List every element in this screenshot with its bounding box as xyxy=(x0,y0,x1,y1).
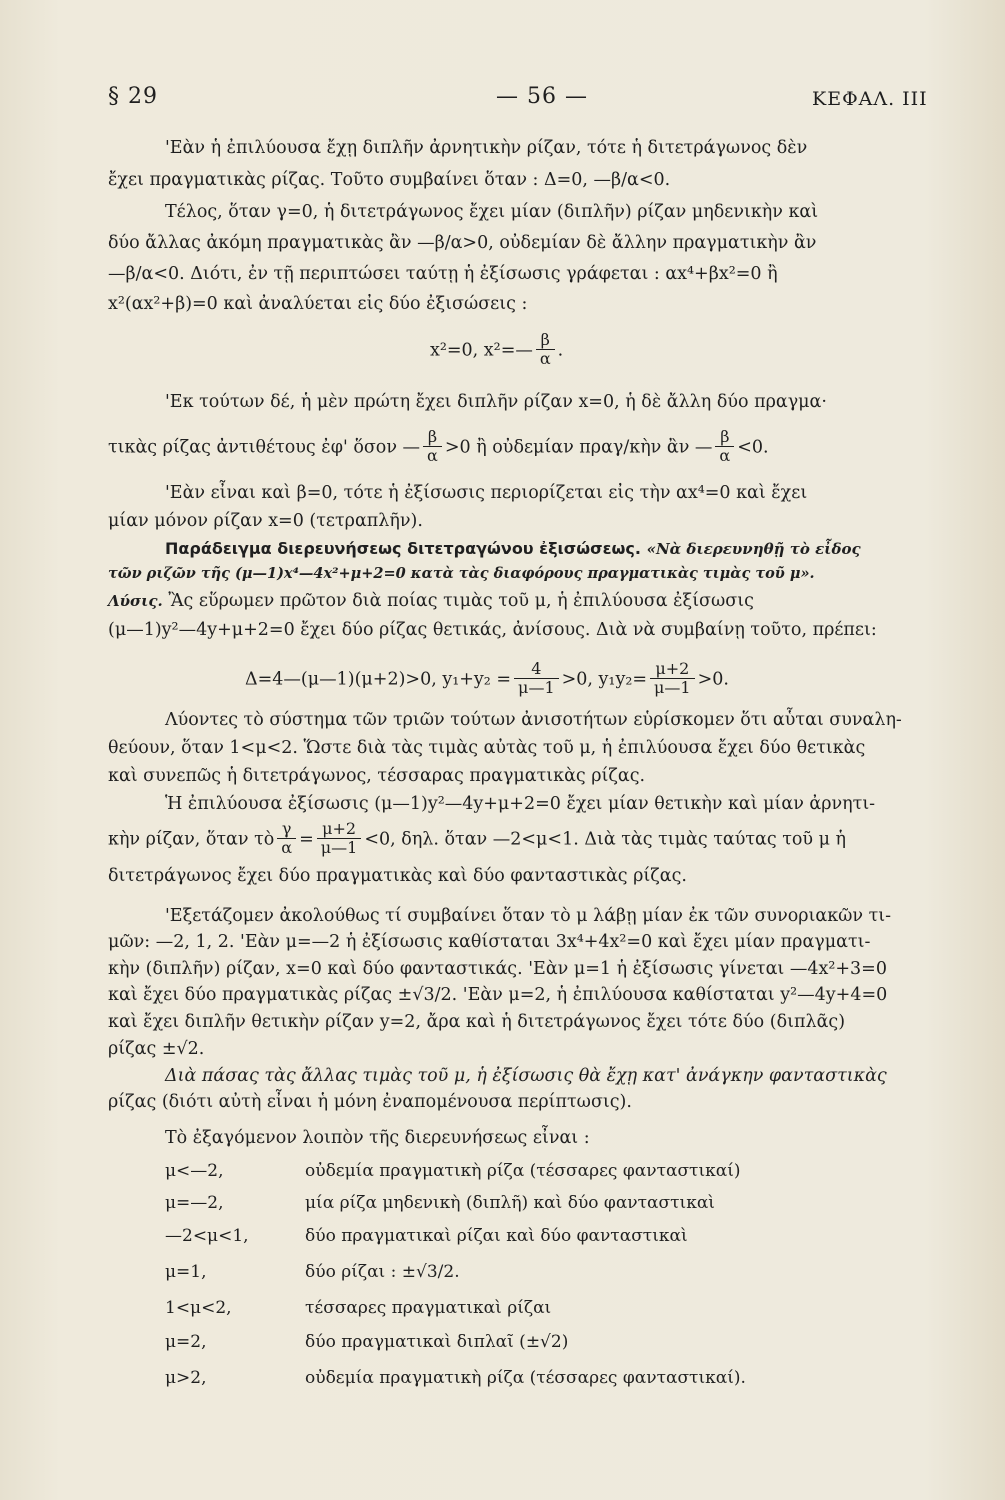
result-text: δύο πραγματικαὶ διπλαῖ (±√2) xyxy=(305,1332,569,1352)
result-text: οὐδεμία πραγματικὴ ρίζα (τέσσαρες φανταστικαί) xyxy=(305,1161,741,1181)
result-condition: 1<μ<2, xyxy=(165,1298,232,1318)
text-line: ρίζας (διότι αὐτὴ εἶναι ἡ μόνη ἐναπομένουσα περίπτωσις). xyxy=(108,1092,632,1112)
chapter-label: ΚΕΦΑΛ. ΙΙΙ xyxy=(812,88,928,110)
fraction: $\frac{\mu+2}{\mu—1}$ xyxy=(650,660,695,696)
text-line: καὶ ἔχει δύο πραγματικὰς ρίζας ±√3/2. 'Εὰν μ=2, ἡ ἐπιλύουσα καθίσταται y²—4y+4=0 xyxy=(108,985,888,1005)
result-text: τέσσαρες πραγματικαὶ ρίζαι xyxy=(305,1298,552,1318)
text-line: x²(αx²+β)=0 καὶ ἀναλύεται εἰς δύο ἐξισώσεις : xyxy=(108,294,528,314)
example-heading xyxy=(165,541,861,559)
solution-line: Λύσις. Ἂς εὕρωμεν πρῶτον διὰ ποίας τιμὰς τοῦ μ, ἡ ἐπιλύουσα ἐξίσωσις xyxy=(108,591,754,611)
result-text: οὐδεμία πραγματικὴ ρίζα (τέσσαρες φανταστικαί). xyxy=(305,1368,746,1388)
text-line: —β/α<0. Διότι, ἐν τῇ περιπτώσει ταύτῃ ἡ ἐξίσωσις γράφεται : αx⁴+βx²=0 ἢ xyxy=(108,264,778,284)
fraction: $\frac{4}{\mu—1}$ xyxy=(514,660,559,696)
result-condition: —2<μ<1, xyxy=(165,1226,249,1246)
text-line: 'Εξετάζομεν ἀκολούθως τί συμβαίνει ὅταν τὸ μ λάβῃ μίαν ἐκ τῶν συνοριακῶν τι- xyxy=(165,906,892,926)
example-quote-cont: τῶν ριζῶν τῆς (μ—1)x⁴—4x²+μ+2=0 κατὰ τὰς διαφόρους πραγματικὰς τιμὰς τοῦ μ». xyxy=(108,565,815,582)
example-quote: «Νὰ διερευνηθῇ τὸ εἶδος xyxy=(646,540,861,558)
text-line: Ἡ ἐπιλύουσα ἐξίσωσις (μ—1)y²—4y+μ+2=0 ἔχει μίαν θετικὴν καὶ μίαν ἀρνητι- xyxy=(165,794,876,814)
fraction: $\frac{\gamma}{\alpha}$ xyxy=(277,820,296,856)
solution-label: Λύσις. xyxy=(108,592,163,610)
text-line: καὶ συνεπῶς ἡ διτετράγωνος, τέσσαρας πραγματικὰς ρίζας. xyxy=(108,766,646,786)
text-line: 'Εὰν εἶναι καὶ β=0, τότε ἡ ἐξίσωσις περιορίζεται εἰς τὴν αx⁴=0 καὶ ἔχει xyxy=(165,483,808,503)
text-line: μίαν μόνον ρίζαν x=0 (τετραπλῆν). xyxy=(108,511,423,531)
fraction: $\frac{\mu+2}{\mu—1}$ xyxy=(317,820,362,856)
result-text: δύο πραγματικαὶ ρίζαι καὶ δύο φανταστικαὶ xyxy=(305,1226,688,1246)
section-number: § 29 xyxy=(108,84,158,109)
equation: x²=0, x²=— $\frac{\beta}{\alpha}$ . xyxy=(430,330,564,368)
text-line: ρίζας ±√2. xyxy=(108,1039,205,1059)
text-line: ἔχει πραγματικὰς ρίζας. Τοῦτο συμβαίνει ὅταν : Δ=0, —β/α<0. xyxy=(108,170,671,190)
text-line-with-fractions: τικὰς ρίζας ἀντιθέτους ἐφ' ὅσον — $\frac{\beta}{\alpha}$ >0 ἢ οὐδεμίαν πραγ/κὴν ἂν — $\frac{\beta}{\alpha}$ <0. xyxy=(108,427,769,465)
example-title: Παράδειγμα διερευνήσεως διτετραγώνου ἐξισώσεως. xyxy=(165,539,641,558)
text-line: θεύουν, ὅταν 1<μ<2. Ὥστε διὰ τὰς τιμὰς αὐτὰς τοῦ μ, ἡ ἐπιλύουσα ἔχει δύο θετικὰς xyxy=(108,738,866,758)
text-line: Τὸ ἐξαγόμενον λοιπὸν τῆς διερευνήσεως εἶναι : xyxy=(165,1128,590,1148)
text-line: Λύοντες τὸ σύστημα τῶν τριῶν τούτων ἀνισοτήτων εὑρίσκομεν ὅτι αὗται συναλη- xyxy=(165,710,902,730)
text-line: 'Εὰν ἡ ἐπιλύουσα ἔχῃ διπλῆν ἀρνητικὴν ρίζαν, τότε ἡ διτετράγωνος δὲν xyxy=(165,138,808,158)
text-line: κὴν (διπλῆν) ρίζαν, x=0 καὶ δύο φανταστικάς. 'Εὰν μ=1 ἡ ἐξίσωσις γίνεται —4x²+3=0 xyxy=(108,959,887,979)
result-condition: μ=1, xyxy=(165,1262,207,1282)
result-text: δύο ρίζαι : ±√3/2. xyxy=(305,1262,460,1282)
result-condition: μ>2, xyxy=(165,1368,207,1388)
fraction: $\frac{\beta}{\alpha}$ xyxy=(536,331,555,367)
fraction: $\frac{\beta}{\alpha}$ xyxy=(715,428,734,464)
page-number: — 56 — xyxy=(496,84,588,109)
result-text: μία ρίζα μηδενικὴ (διπλῆ) καὶ δύο φανταστικαὶ xyxy=(305,1193,715,1213)
result-condition: μ=2, xyxy=(165,1332,207,1352)
text-line: Τέλος, ὅταν γ=0, ἡ διτετράγωνος ἔχει μίαν (διπλῆν) ρίζαν μηδενικὴν καὶ xyxy=(165,202,819,222)
text-line: (μ—1)y²—4y+μ+2=0 ἔχει δύο ρίζας θετικάς, ἀνίσους. Διὰ νὰ συμβαίνῃ τοῦτο, πρέπει: xyxy=(108,620,877,640)
fraction: $\frac{\beta}{\alpha}$ xyxy=(423,428,442,464)
text-line: δύο ἄλλας ἀκόμη πραγματικὰς ἂν —β/α>0, οὐδεμίαν δὲ ἄλλην πραγματικὴν ἂν xyxy=(108,233,817,253)
result-condition: μ=—2, xyxy=(165,1193,224,1213)
text-line: 'Εκ τούτων δέ, ἡ μὲν πρώτη ἔχει διπλῆν ρίζαν x=0, ἡ δὲ ἄλλη δύο πραγμα· xyxy=(165,392,827,412)
text-line: διτετράγωνος ἔχει δύο πραγματικὰς καὶ δύο φανταστικὰς ρίζας. xyxy=(108,866,687,886)
equation-text: x²=0, x²=— xyxy=(430,340,533,361)
text-line: καὶ ἔχει διπλῆν θετικὴν ρίζαν y=2, ἄρα καὶ ἡ διτετράγωνος ἔχει τότε δύο (διπλᾶς) xyxy=(108,1012,846,1032)
text-line: Διὰ πάσας τὰς ἄλλας τιμὰς τοῦ μ, ἡ ἐξίσωσις θὰ ἔχῃ κατ' ἀνάγκην φανταστικὰς xyxy=(165,1066,887,1086)
result-condition: μ<—2, xyxy=(165,1161,224,1181)
text-line: μῶν: —2, 1, 2. 'Εὰν μ=—2 ἡ ἐξίσωσις καθίσταται 3x⁴+4x²=0 καὶ ἔχει μίαν πραγματι- xyxy=(108,932,871,952)
inequalities: Δ=4—(μ—1)(μ+2)>0, y₁+y₂ = $\frac{4}{\mu—1}$ >0, y₁y₂= $\frac{\mu+2}{\mu—1}$ >0. xyxy=(245,659,729,697)
text-line-with-fractions: κὴν ρίζαν, ὅταν τὸ $\frac{\gamma}{\alpha}$ = $\frac{\mu+2}{\mu—1}$ <0, δηλ. ὅταν —2<μ<1. Διὰ τὰς τιμὰς ταύτας τοῦ μ ἡ xyxy=(108,819,847,857)
